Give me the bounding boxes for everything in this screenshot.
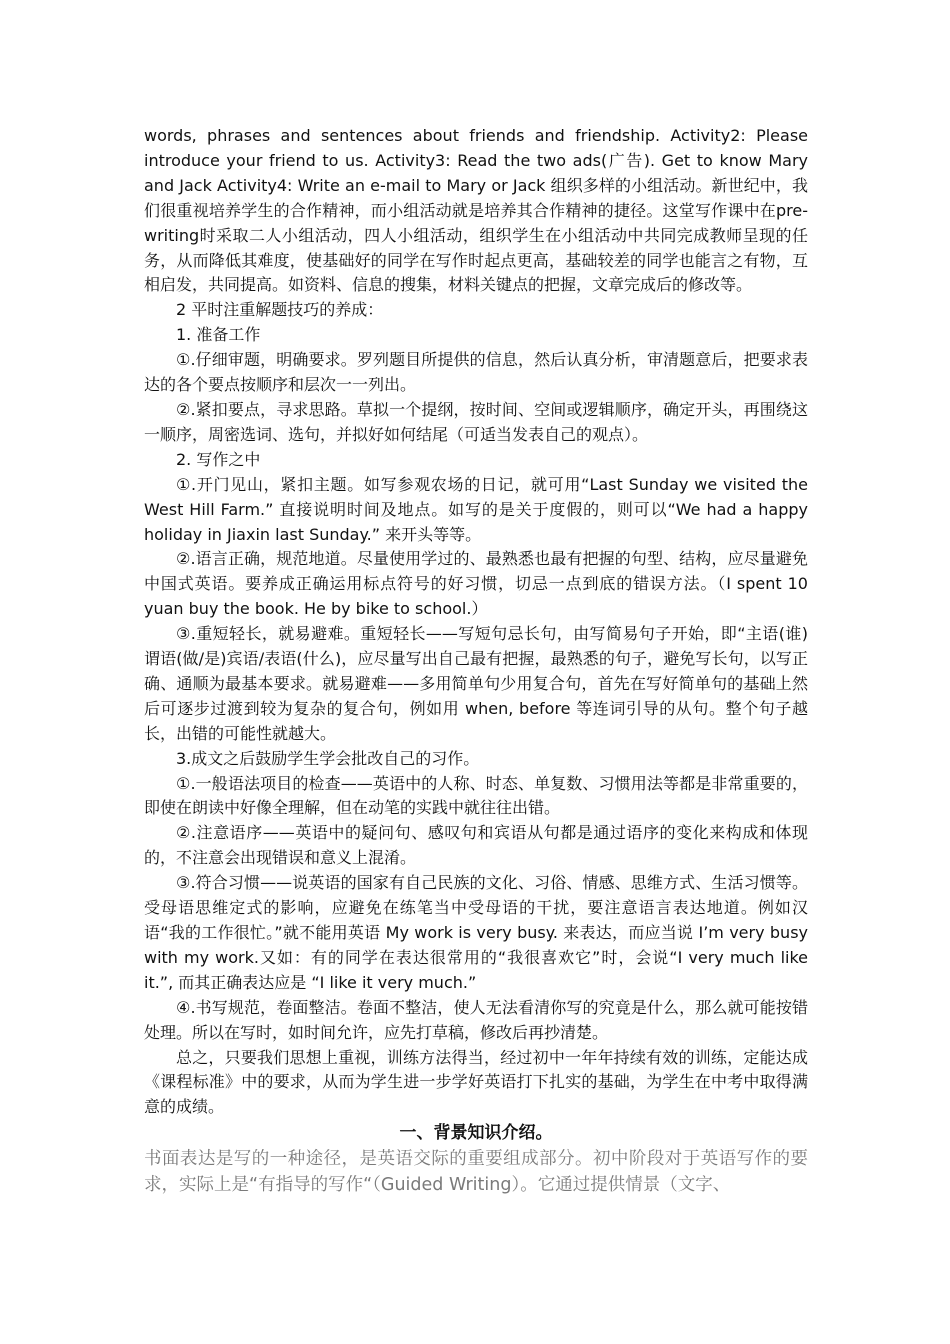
document-body [144,124,808,1198]
paragraph-writing-2: ②.语言正确，规范地道。尽量使用学过的、最熟悉也最有把握的句型、结构，应尽量避免中国式英语。要养成正确运用标点符号的好习惯，切忌一点到底的错误方法。（I spent 10 yuan buy the book. He by bike to school.） [144,549,808,619]
paragraph-prep-2: ②.紧扣要点，寻求思路。草拟一个提纲，按时间、空间或逻辑顺序，确定开头，再围绕这一顺序，周密选词、选句，并拟好如何结尾（可适当发表自己的观点）。 [144,399,808,444]
paragraph-preparation-heading: 1. 准备工作 [176,325,261,345]
paragraph-writing-3: ③.重短轻长，就易避难。重短轻长——写短句忌长句，由写简易句子开始，即“主语(谁)谓语(做/是)宾语/表语(什么)，应尽量写出自己最有把握，最熟悉的句子，避免写长句，以写正确、通顺为最基本要求。就易避难——多用简单句少用复合句，首先在写好简单句的基础上然后可逐步过渡到较为复杂的复合句，例如用 when, before 等连词引导的从句。整个句子越长，出错的可能性就越大。 [144,624,808,743]
paragraph-revision-1: ①.一般语法项目的检查——英语中的人称、时态、单复数、习惯用法等都是非常重要的，即使在朗读中好像全理解，但在动笔的实践中就往往出错。 [144,773,808,818]
section-heading: 一、背景知识介绍。 [399,1123,553,1144]
paragraph-activities: words, phrases and sentences about friends and friendship. Activity2: Please introduce your friend to us. Activity3: Read the two ads(广告). Get to know Mary and Jack Activity4: Write an e-mail to Mary or Jack 组织多样的小组活动。新世纪中，我们很重视培养学生的合作精神，而小组活动就是培养其合作精神的捷径。这堂写作课中在pre-writing时采取二人小组活动，四人小组活动，组织学生在小组活动中共同完成教师呈现的任务，从而降低其难度，使基础好的同学在写作时起点更高，基础较差的同学也能言之有物，互相启发，共同提高。如资料、信息的搜集，材料关键点的把握，文章完成后的修改等。 [144,126,808,295]
paragraph-writing-heading: 2. 写作之中 [176,449,261,469]
paragraph-background: 书面表达是写的一种途径，是英语交际的重要组成部分。初中阶段对于英语写作的要求，实际上是“有指导的写作“（Guided Writing）。它通过提供情景（文字、 [144,1149,808,1196]
paragraph-prep-1: ①.仔细审题，明确要求。罗列题目所提供的信息，然后认真分析，审清题意后，把要求表达的各个要点按顺序和层次一一列出。 [144,350,808,395]
paragraph-skills-heading: 2 平时注重解题技巧的养成： [176,300,384,320]
paragraph-conclusion: 总之，只要我们思想上重视，训练方法得当，经过初中一年年持续有效的训练，定能达成《课程标准》中的要求，从而为学生进一步学好英语打下扎实的基础，为学生在中考中取得满意的成绩。 [144,1047,808,1117]
paragraph-writing-1: ①.开门见山，紧扣主题。如写参观农场的日记，就可用“Last Sunday we visited the West Hill Farm.” 直接说明时间及地点。如写的是关于度假的，则可以“We had a happy holiday in Jiaxin last Sunday.” 来开头等等。 [144,474,808,544]
paragraph-revision-4: ④.书写规范，卷面整洁。卷面不整洁，使人无法看清你写的究竟是什么，那么就可能按错处理。所以在写时，如时间允许，应先打草稿，修改后再抄清楚。 [144,997,808,1042]
paragraph-revision-heading: 3.成文之后鼓励学生学会批改自己的习作。 [176,748,480,768]
paragraph-revision-2: ②.注意语序——英语中的疑问句、感叹句和宾语从句都是通过语序的变化来构成和体现的，不注意会出现错误和意义上混淆。 [144,823,808,868]
paragraph-revision-3: ③.符合习惯——说英语的国家有自己民族的文化、习俗、情感、思维方式、生活习惯等。受母语思维定式的影响，应避免在练笔当中受母语的干扰，要注意语言表达地道。例如汉语“我的工作很忙。”就不能用英语 My work is very busy. 来表达，而应当说 I’m very busy with my work.又如：有的同学在表达很常用的“我很喜欢它”时，会说“I very much like it.”, 而其正确表达应是 “I like it very much.” [144,873,808,992]
